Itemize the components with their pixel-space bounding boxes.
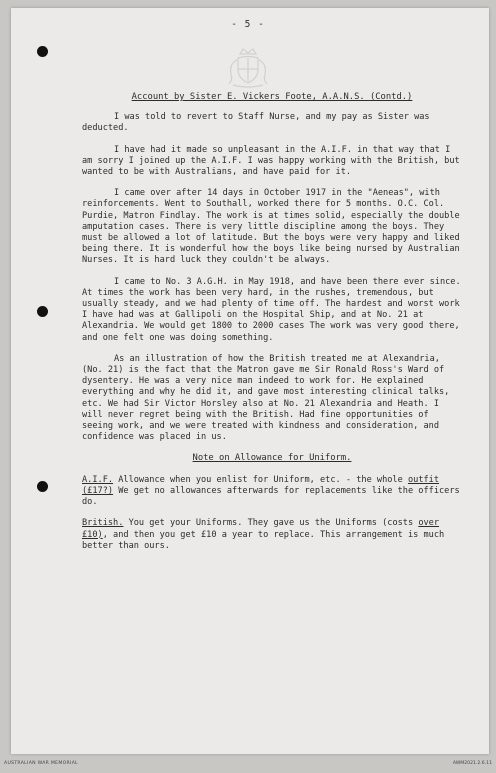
- paragraph: I came to No. 3 A.G.H. in May 1918, and have been there ever since. At times the work has been very hard, in the rushes, tremendous, but usually steady, and we had plenty of time off. The hardest and worst work I have had was at Gallipoli on the Hospital Ship, and at No. 21 at Alexandria. We would get 1800 to 2000 cases The work was very good there, and one felt one was doing something.: [82, 276, 461, 343]
- british-text: , and then you get £10 a year to replace. This arrangement is much better than ours.: [82, 529, 445, 551]
- document-body: [82, 92, 462, 562]
- page-number: - 5 -: [231, 19, 265, 30]
- aif-outfit: outfit (£17?): [82, 474, 440, 496]
- punch-hole: [37, 306, 48, 317]
- british-cost: over £10): [82, 518, 440, 540]
- subheading: Note on Allowance for Uniform.: [192, 453, 352, 464]
- footer-source: AUSTRALIAN WAR MEMORIAL: [4, 761, 79, 766]
- british-text: You get your Uniforms. They gave us the Uniforms (costs: [123, 518, 419, 529]
- punch-hole: [37, 46, 48, 57]
- paragraph: I was told to revert to Staff Nurse, and my pay as Sister was deducted.: [82, 112, 430, 134]
- aif-text: Allowance when you enlist for Uniform, etc. - the whole: [113, 474, 408, 485]
- aif-text: We get no allowances afterwards for replacements like the officers do.: [82, 485, 460, 508]
- footer-reference: AWM2021.2.6.11: [452, 761, 492, 766]
- punch-hole: [37, 481, 48, 492]
- paragraph: I have had it made so unpleasant in the A.I.F. in that way that I am sorry I joined up the A.I.F. I was happy working with the British, but wanted to be with Australians, and have paid for it.: [82, 144, 460, 178]
- aif-label: A.I.F.: [82, 474, 114, 485]
- british-allowance-note: [82, 518, 462, 552]
- aif-allowance-note: [82, 475, 462, 509]
- embossed-crest-icon: [223, 46, 273, 88]
- british-label: British.: [82, 518, 124, 529]
- paragraph: As an illustration of how the British treated me at Alexandria, (No. 21) is the fact that the Matron gave me Sir Ronald Ross's Ward of dysentery. He was a very nice man indeed to work for. He explained everything and why he did it, and gave most interesting clinical talks, etc. We had Sir Victor Horsley also at No. 21 Alexandria and Heath. I will never regret being with the British. Had fine opportunities of seeing work, and we were treated with kindness and consideration, and confidence was placed in us.: [82, 353, 450, 443]
- document-heading: Account by Sister E. Vickers Foote, A.A.N.S. (Contd.): [131, 92, 413, 102]
- paragraph: I came over after 14 days in October 1917 in the "Aeneas", with reinforcements. Went to Southall, worked there for 5 months. O.C. Col. Purdie, Matron Findlay. The work is at times solid, especially the double amputation cases. There is very little discipline among the boys. They must be allowed a lot of latitude. But the boys were very happy and liked being there. It is wonderful how the boys like being nursed by Australian Nurses. It is hard luck they couldn't be always.: [82, 188, 460, 266]
